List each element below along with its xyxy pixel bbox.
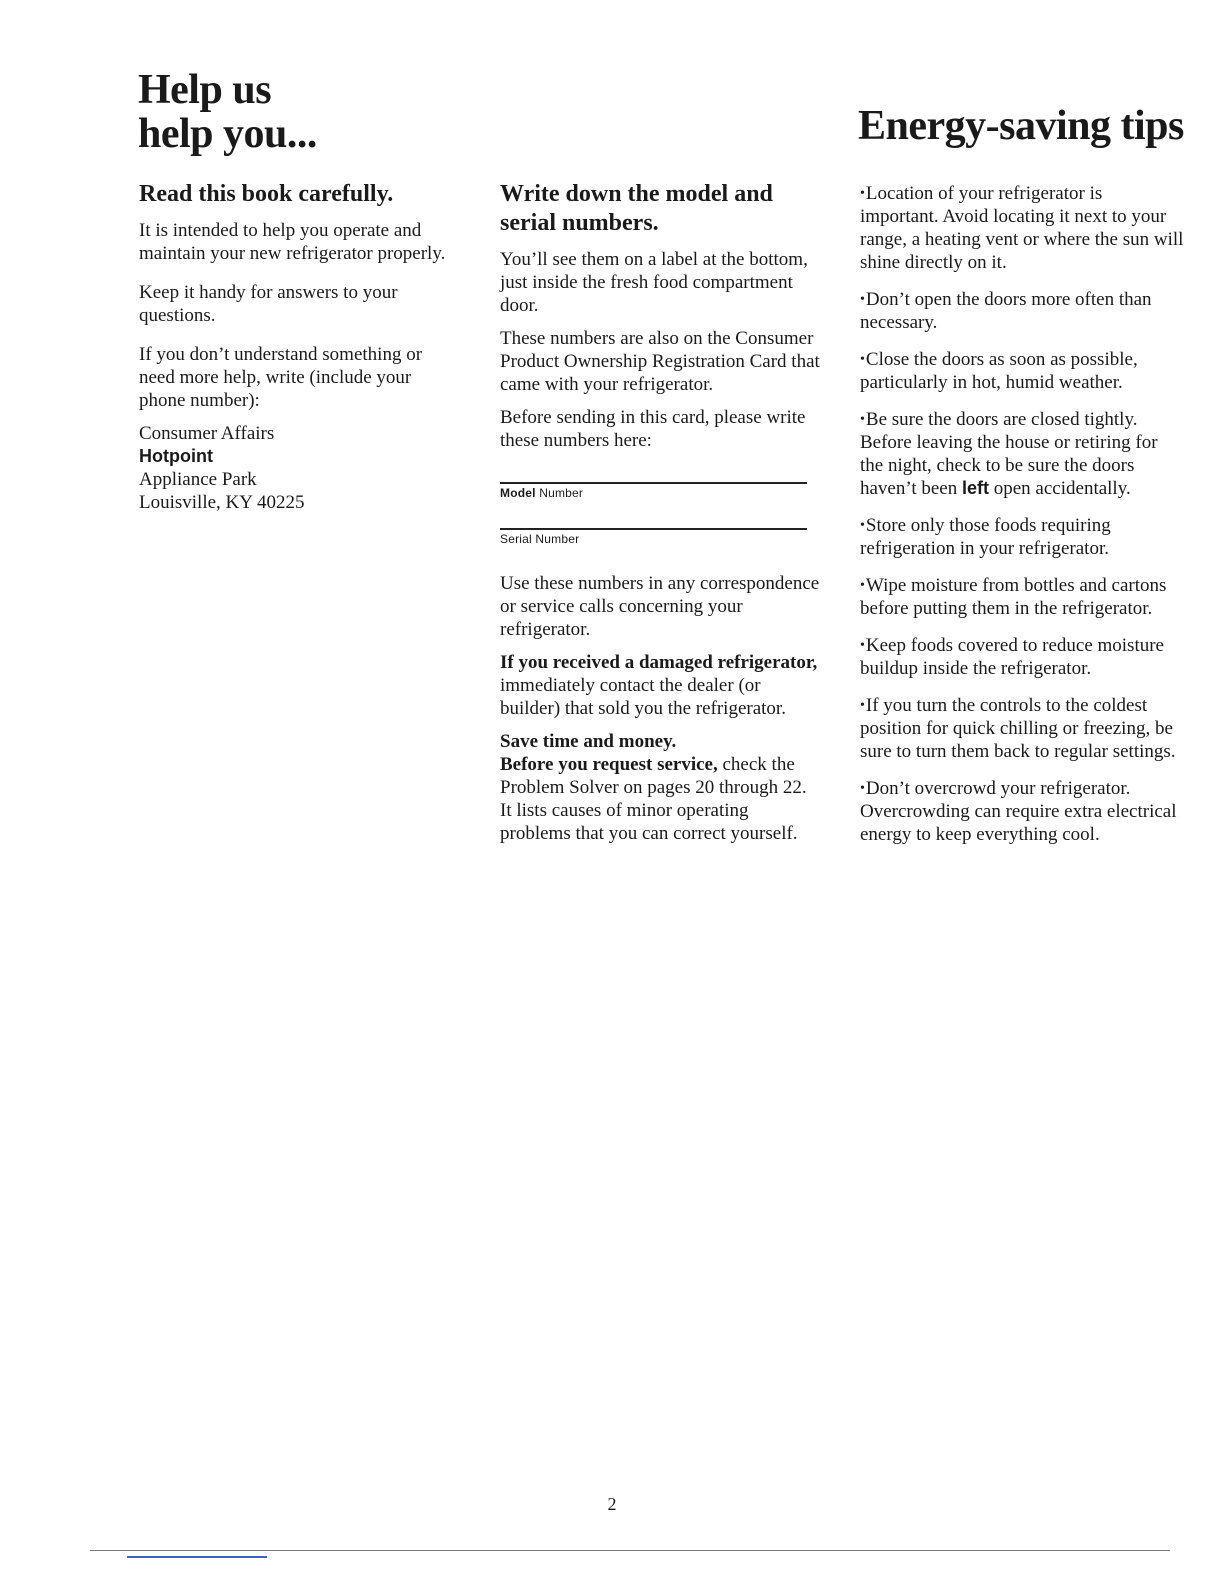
left-column bbox=[139, 180, 459, 514]
tip-text: Don’t open the doors more often than necessary. bbox=[860, 289, 1152, 333]
address-line-2: Appliance Park bbox=[139, 469, 257, 490]
bullet-icon: • bbox=[860, 698, 865, 713]
tip-text: If you turn the controls to the coldest position for quick chilling or freezing, be sure to turn them back to regular settings. bbox=[860, 695, 1176, 762]
tip-text: Be sure the doors are closed tightly. Before leaving the house or retiring for the night, check to be sure the doors haven’t been bbox=[860, 409, 1158, 499]
tip-text: Keep foods covered to reduce moisture buildup inside the refrigerator. bbox=[860, 635, 1164, 679]
tip-bold-word: left bbox=[962, 478, 989, 498]
read-book-heading: Read this book carefully. bbox=[139, 181, 394, 207]
model-number-label bbox=[500, 486, 583, 500]
tip-controls bbox=[860, 694, 1185, 763]
tip-keep-covered bbox=[860, 634, 1185, 680]
bullet-icon: • bbox=[860, 518, 865, 533]
tip-doors-closed bbox=[860, 408, 1185, 500]
bullet-icon: • bbox=[860, 412, 865, 427]
tip-wipe-moisture bbox=[860, 574, 1185, 620]
title-line-1: Help us bbox=[138, 67, 272, 113]
footer-divider bbox=[90, 1550, 1170, 1551]
address-company: Hotpoint bbox=[139, 446, 213, 466]
tip-location bbox=[860, 182, 1185, 274]
address-line-3: Louisville, KY 40225 bbox=[139, 492, 305, 513]
tip-text: Location of your refrigerator is important. Avoid locating it next to your range, a heating vent or where the sun will shine directly on it. bbox=[860, 183, 1184, 273]
middle-column bbox=[500, 180, 820, 861]
service-paragraph bbox=[500, 730, 820, 845]
contact-paragraph: If you don’t understand something or need more help, write (include your phone number): bbox=[139, 344, 423, 411]
tip-text: Close the doors as soon as possible, particularly in hot, humid weather. bbox=[860, 349, 1138, 393]
model-number-field[interactable] bbox=[500, 482, 807, 528]
service-bold: Before you request service, bbox=[500, 754, 718, 775]
tip-overcrowd bbox=[860, 777, 1185, 846]
service-rest: check the Problem Solver on pages 20 through 22. It lists causes of minor operating problems that you can correct yourself. bbox=[500, 754, 807, 844]
mailing-address bbox=[139, 422, 459, 514]
keep-handy-paragraph: Keep it handy for answers to your questions. bbox=[139, 282, 398, 326]
label-location-paragraph: You’ll see them on a label at the bottom, just inside the fresh food compartment door. bbox=[500, 249, 808, 316]
damaged-paragraph bbox=[500, 651, 820, 720]
damaged-bold: If you received a damaged refrigerator, bbox=[500, 652, 818, 673]
title-line-2: help you... bbox=[138, 111, 317, 157]
bullet-icon: • bbox=[860, 638, 865, 653]
bullet-icon: • bbox=[860, 292, 865, 307]
serial-number-field[interactable] bbox=[500, 528, 807, 572]
bullet-icon: • bbox=[860, 186, 865, 201]
registration-card-paragraph: These numbers are also on the Consumer Product Ownership Registration Card that came with your refrigerator. bbox=[500, 328, 820, 395]
save-time-bold: Save time and money. bbox=[500, 731, 677, 752]
tip-text: Don’t overcrowd your refrigerator. Overcrowding can require extra electrical energy to keep everything cool. bbox=[860, 778, 1177, 845]
footer-accent-line bbox=[127, 1556, 267, 1558]
model-label-rest: Number bbox=[539, 486, 584, 500]
tip-text: Store only those foods requiring refrigeration in your refrigerator. bbox=[860, 515, 1111, 559]
model-label-bold: Model bbox=[500, 486, 536, 500]
bullet-icon: • bbox=[860, 578, 865, 593]
tip-text-end: open accidentally. bbox=[993, 478, 1131, 499]
tip-text: Wipe moisture from bottles and cartons before putting them in the refrigerator. bbox=[860, 575, 1167, 619]
tip-close-doors bbox=[860, 348, 1185, 394]
address-line-1: Consumer Affairs bbox=[139, 423, 275, 444]
page-number: 2 bbox=[607, 1494, 617, 1514]
intro-paragraph: It is intended to help you operate and maintain your new refrigerator properly. bbox=[139, 220, 446, 264]
bullet-icon: • bbox=[860, 352, 865, 367]
tip-open-doors bbox=[860, 288, 1185, 334]
energy-saving-title: Energy-saving tips bbox=[858, 103, 1184, 149]
write-numbers-paragraph: Before sending in this card, please write these numbers here: bbox=[500, 407, 806, 451]
use-numbers-paragraph: Use these numbers in any correspondence or service calls concerning your refrigerator. bbox=[500, 573, 820, 640]
bullet-icon: • bbox=[860, 781, 865, 796]
serial-number-label: Serial Number bbox=[500, 532, 580, 546]
page-title-help-us bbox=[138, 68, 498, 156]
right-column bbox=[860, 182, 1185, 860]
tip-store-foods bbox=[860, 514, 1185, 560]
damaged-rest: immediately contact the dealer (or builder) that sold you the refrigerator. bbox=[500, 675, 786, 719]
model-serial-heading: Write down the model and serial numbers. bbox=[500, 181, 773, 236]
